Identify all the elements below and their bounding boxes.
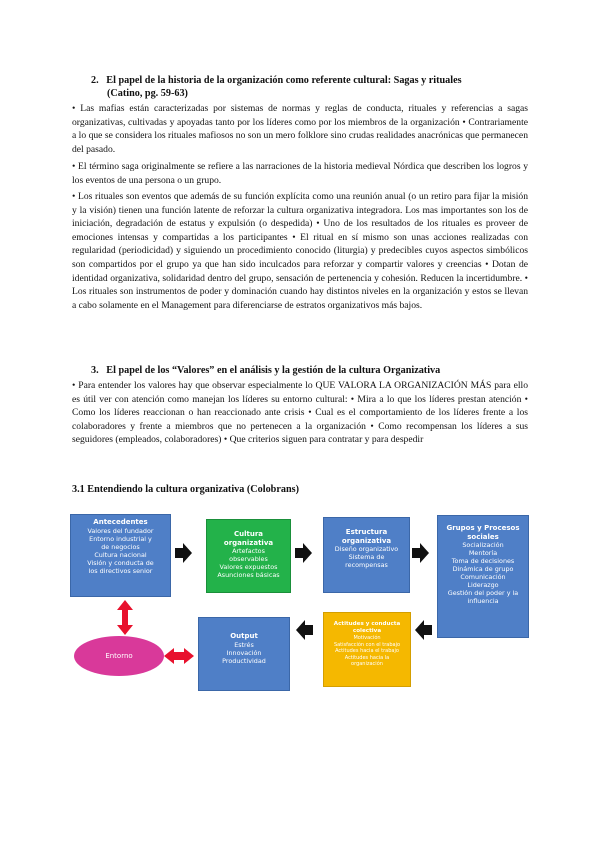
actitudes-title: colectiva: [352, 628, 382, 634]
antecedentes-line: Valores del fundador: [87, 526, 154, 535]
output-title: Output: [230, 632, 258, 640]
arrow-right-1: [175, 543, 192, 563]
antecedentes-box: [70, 514, 171, 597]
grupos-line: Mentoría: [468, 549, 498, 557]
grupos-line: Gestión del poder y la: [447, 589, 519, 597]
entorno-ellipse: [74, 636, 164, 676]
section-3-title: El papel de los “Valores” en el análisis y la gestión de la cultura Organizativa: [106, 365, 441, 376]
grupos-line: Socialización: [462, 541, 504, 549]
section-2-paragraph-3: • Los rituales son eventos que además de su función explícita como una reunión anual (o un retiro para fijar la misión y la visión) tienen una función latente de reforzar la cultura organizativa integradora. Los mas importantes son los de iniciación, degradación de estatus y expulsión (o despedida) • Uno de los resultados de los rituales es proveer de emociones intensas y compartidas a los participantes • El ritual en sí mismo son unas acciones realizadas con regularidad (periodicidad) y siguiendo un procedimiento conocido (liturgia) y predecibles cuyos aspectos simbólicos son compartidos por el grupo ya que han sido inculcados para reforzar y compartir valores y creencias • Dotan de identidad organizativa, solidaridad dentro del grupo, sensación de pertenencia y cohesión. Reducen la incertidumbre. • Los rituales son instrumentos de poder y dominación cuando hay distintos niveles en la organización y estos se llevan a cabo solamente en el Management para diferenciarse de estratos organizativos más bajos.: [72, 191, 528, 311]
arrow-left-1: [415, 620, 432, 640]
cultura-organizativa-box: [206, 519, 291, 593]
grupos-line: Dinámica de grupo: [452, 565, 514, 573]
antecedentes-line: los directivos senior: [88, 566, 153, 575]
actitudes-title: Actitudes y conducta: [333, 621, 401, 627]
grupos-line: influencia: [467, 597, 499, 605]
grupos-title: Grupos y Procesos: [446, 524, 520, 532]
antecedentes-line: de negocios: [101, 542, 140, 551]
arrow-left-2: [296, 620, 313, 640]
grupos-title: sociales: [467, 532, 499, 541]
actitudes-conducta-box: [323, 612, 411, 687]
grupos-line: Liderazgo: [467, 581, 499, 589]
estructura-line: recompensas: [345, 561, 388, 569]
section-3-paragraph: • Para entender los valores hay que observar especialmente lo QUE VALORA LA ORGANIZACIÓN MÁS para ello es útil ver con atención como manejan los líderes su entorno cultural: • Mira a lo que los líderes prestan atención • Como los líderes reaccionan o han reaccionado ante crisis • Cual es el comportamiento de los líderes frente a los colaboradores y frente a miembros que no pertenecen a la organización • Como recompensan los líderes a sus seguidores (empleados, colaboradores) • Que criterios siguen para contratar y para despedir: [72, 380, 528, 446]
grupos-procesos-box: [437, 515, 529, 638]
cultura-line: Artefactos: [232, 547, 265, 555]
estructura-title: organizativa: [341, 536, 392, 545]
grupos-line: Comunicación: [460, 573, 506, 581]
actitudes-line: Motivación: [353, 635, 381, 641]
section-3-1-heading: 3.1 Entendiendo la cultura organizativa (Colobrans): [72, 484, 299, 495]
output-line: Estrés: [234, 640, 254, 649]
section-2-title-ref: (Catino, pg. 59-63): [107, 88, 188, 99]
section-2-title: El papel de la historia de la organización como referente cultural: Sagas y rituales: [106, 75, 462, 86]
estructura-organizativa-box: [323, 517, 410, 593]
estructura-title: Estructura: [345, 528, 388, 536]
arrow-right-2: [295, 543, 312, 563]
arrow-horizontal-red: [164, 648, 194, 664]
actitudes-line: Satisfacción con el trabajo: [333, 641, 401, 648]
output-line: Innovación: [226, 648, 262, 657]
section-2-paragraph-2: • El término saga originalmente se refiere a las narraciones de la historia medieval Nórdica que describen los logros y los eventos de una persona o un grupo.: [72, 161, 528, 186]
antecedentes-line: Cultura nacional: [94, 550, 147, 559]
section-3-heading: [91, 364, 531, 377]
section-2-number: 2.: [91, 75, 99, 86]
section-3-number: 3.: [91, 365, 99, 376]
cultura-line: observables: [229, 555, 268, 563]
grupos-line: Toma de decisiones: [451, 557, 515, 565]
arrow-vertical-red: [117, 600, 133, 635]
actitudes-line: Actitudes hacia el trabajo: [335, 648, 399, 654]
antecedentes-title: Antecedentes: [93, 518, 148, 526]
antecedentes-line: Entorno industrial y: [89, 534, 152, 543]
estructura-line: Sistema de: [348, 553, 385, 561]
output-box: [198, 617, 290, 691]
actitudes-line: Actitudes hacia la: [344, 654, 390, 661]
arrow-right-3: [412, 543, 429, 563]
actitudes-line: organización: [351, 661, 383, 667]
entorno-label: Entorno: [105, 652, 133, 660]
cultura-line: Valores expuestos: [219, 563, 278, 571]
section-2-paragraph-1: • Las mafias están caracterizadas por sistemas de normas y reglas de conducta, rituales y referencias a sagas organizativas, cultivadas y apoyadas tanto por los líderes como por los miembros de la organización • Contrariamente a lo que se considera los rituales mafiosos no son un mero folklore sino crudas realidades anacrónicas que permanecen del pasado.: [72, 103, 528, 155]
output-line: Productividad: [222, 656, 266, 665]
antecedentes-line: Visión y conducta de: [87, 558, 154, 567]
cultura-line: Asunciones básicas: [217, 571, 280, 579]
cultura-title: Cultura organizativa: [223, 530, 274, 547]
section-2-heading: [91, 74, 531, 100]
estructura-line: Diseño organizativo: [334, 545, 399, 553]
